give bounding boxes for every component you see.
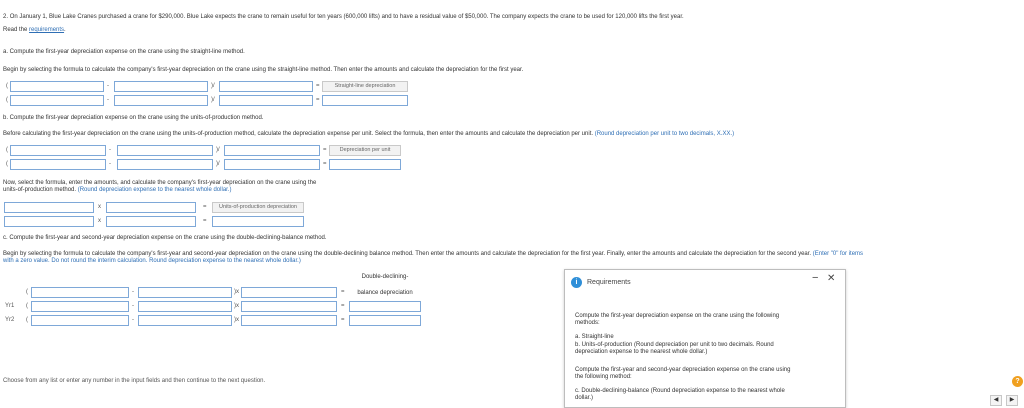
units-of-production-depreciation-amount[interactable] — [212, 216, 304, 227]
requirements-panel — [564, 269, 846, 408]
part-b-rounding-note: (Round depreciation per unit to two decimals, X.XX.) — [594, 131, 735, 137]
units-cost-amount[interactable] — [10, 159, 106, 170]
minus-sign: - — [109, 161, 111, 167]
close-icon[interactable]: ✕ — [827, 273, 836, 284]
requirements-intro-2-line-2: the following method: — [575, 374, 632, 380]
paren-open: ( — [26, 303, 28, 309]
minus-sign: - — [132, 303, 134, 309]
ddb-yr1-cost-input[interactable] — [31, 301, 129, 312]
equals-sign: = — [341, 317, 345, 323]
ddb-formula-accumulated-input[interactable] — [138, 287, 232, 298]
straight-line-residual-input[interactable] — [114, 81, 208, 92]
straight-line-life-amount[interactable] — [219, 95, 313, 106]
paren-open: ( — [26, 317, 28, 323]
paren-open: ( — [26, 289, 28, 295]
straight-line-residual-amount[interactable] — [114, 95, 208, 106]
equals-sign: = — [341, 289, 345, 295]
footer-hint: Choose from any list or enter any number in the input fields and then continue to the next question. — [3, 378, 266, 384]
paren-open: ( — [6, 83, 8, 89]
divide-sign: )/ — [211, 97, 215, 103]
minimize-icon[interactable]: − — [812, 272, 819, 284]
part-b-rounding-note-2: (Round depreciation expense to the nearest whole dollar.) — [77, 187, 232, 193]
straight-line-depreciation-label: Straight-line depreciation — [322, 81, 408, 92]
times-sign: )x — [234, 289, 239, 295]
units-of-production-depreciation-label: Units-of-production depreciation — [212, 202, 304, 213]
equals-sign: = — [323, 147, 327, 153]
question-number: 2. — [3, 14, 9, 20]
units-cost-input[interactable] — [10, 145, 106, 156]
part-a-heading: a. Compute the first-year depreciation expense on the crane using the straight-line method. — [3, 49, 245, 55]
row-yr2-label: Yr2 — [5, 317, 15, 323]
straight-line-cost-input[interactable] — [10, 81, 104, 92]
ddb-formula-rate-input[interactable] — [241, 287, 337, 298]
read-requirements — [3, 27, 66, 33]
ddb-yr2-cost-input[interactable] — [31, 315, 129, 326]
ddb-result-label-line-2: balance depreciation — [357, 290, 413, 296]
units-total-lifts-input[interactable] — [224, 145, 320, 156]
paren-open: ( — [6, 147, 8, 153]
requirements-intro-line-2: methods: — [575, 320, 600, 326]
straight-line-cost-amount[interactable] — [10, 95, 104, 106]
requirement-item-c-line-2: dollar.) — [575, 395, 594, 401]
ddb-formula-cost-input[interactable] — [31, 287, 129, 298]
straight-line-depreciation-amount[interactable] — [322, 95, 408, 106]
units-total-lifts-amount[interactable] — [224, 159, 320, 170]
part-b-instruction-text: Before calculating the first-year depreciation on the crane using the units-of-production method, calculate the depreciation expense per unit. Select the formula, then enter the amounts and calculate the depreciation per unit. — [3, 131, 594, 137]
depreciation-per-unit-amount[interactable] — [329, 159, 401, 170]
part-b-heading: b. Compute the first-year depreciation expense on the crane using the units-of-production method. — [3, 115, 264, 121]
requirement-item-c-line-1: c. Double-declining-balance (Round depreciation expense to the nearest whole — [575, 388, 785, 394]
units-lifts-input[interactable] — [106, 202, 196, 213]
help-icon[interactable]: ? — [1012, 376, 1023, 387]
row-yr1-label: Yr1 — [5, 303, 15, 309]
paren-open: ( — [6, 97, 8, 103]
requirement-item-a: a. Straight-line — [575, 334, 614, 340]
part-c-instruction-text: Begin by selecting the formula to calculate the company's first-year and second-year depreciation on the crane using the double-declining balance method. Then enter the amounts and calculate the depreciation for the first year. Finally, enter the amounts and calculate the depreciation for the second year. — [3, 251, 812, 257]
part-c-note-line-2: with a zero value. Do not round the interim calculation. Round depreciation expense to the nearest whole dollar.) — [3, 258, 301, 264]
units-lifts-amount[interactable] — [106, 216, 196, 227]
paren-open: ( — [6, 161, 8, 167]
minus-sign: - — [107, 83, 109, 89]
next-button[interactable]: ▶ — [1006, 395, 1018, 406]
read-prefix: Read the — [3, 27, 28, 33]
times-sign: x — [98, 218, 101, 224]
ddb-yr1-rate-input[interactable] — [241, 301, 337, 312]
divide-sign: )/ — [216, 161, 220, 167]
requirements-link[interactable]: requirements — [29, 27, 65, 33]
prev-button[interactable]: ◀ — [990, 395, 1002, 406]
divide-sign: )/ — [211, 83, 215, 89]
minus-sign: - — [132, 317, 134, 323]
requirements-title: Requirements — [587, 279, 631, 286]
ddb-yr1-depreciation-input[interactable] — [349, 301, 421, 312]
units-residual-input[interactable] — [117, 145, 213, 156]
straight-line-life-input[interactable] — [219, 81, 313, 92]
part-a-instruction: Begin by selecting the formula to calculate the company's first-year depreciation on the crane using the straight-line method. Then enter the amounts and calculate the depreciation for the first year. — [3, 67, 524, 73]
minus-sign: - — [109, 147, 111, 153]
requirements-intro-2-line-1: Compute the first-year and second-year depreciation expense on the crane using — [575, 367, 791, 373]
divide-sign: )/ — [216, 147, 220, 153]
ddb-yr2-accumulated-input[interactable] — [138, 315, 232, 326]
requirements-intro-line-1: Compute the first-year depreciation expense on the crane using the following — [575, 313, 780, 319]
minus-sign: - — [132, 289, 134, 295]
equals-sign: = — [316, 83, 320, 89]
ddb-yr2-depreciation-input[interactable] — [349, 315, 421, 326]
units-per-unit-input[interactable] — [4, 202, 94, 213]
equals-sign: = — [341, 303, 345, 309]
part-b-instruction — [3, 131, 734, 137]
equals-sign: = — [203, 218, 207, 224]
read-suffix: . — [64, 27, 66, 33]
part-c-note-line-1: (Enter "0" for items — [812, 251, 864, 257]
info-icon: i — [571, 277, 582, 288]
part-c-heading: c. Compute the first-year and second-year depreciation expense on the crane using the double-declining-balance method. — [3, 235, 327, 241]
equals-sign: = — [316, 97, 320, 103]
ddb-result-label-line-1: Double-declining- — [361, 274, 409, 280]
equals-sign: = — [203, 204, 207, 210]
units-residual-amount[interactable] — [117, 159, 213, 170]
part-b-instruction-2-line-2 — [3, 187, 231, 193]
ddb-yr1-accumulated-input[interactable] — [138, 301, 232, 312]
units-per-unit-amount[interactable] — [4, 216, 94, 227]
depreciation-per-unit-label: Depreciation per unit — [329, 145, 401, 156]
requirement-item-b-line-1: b. Units-of-production (Round depreciation per unit to two decimals. Round — [575, 342, 774, 348]
question-body: On January 1, Blue Lake Cranes purchased a crane for $290,000. Blue Lake expects the crane to remain useful for ten years (600,000 lifts) and to have a residual value of $50,000. The company expects the crane to be used for 120,000 lifts the first year. — [9, 14, 684, 20]
times-sign: )x — [234, 317, 239, 323]
ddb-yr2-rate-input[interactable] — [241, 315, 337, 326]
question-text — [3, 14, 684, 20]
times-sign: x — [98, 204, 101, 210]
minus-sign: - — [107, 97, 109, 103]
requirement-item-b-line-2: depreciation expense to the nearest whole dollar.) — [575, 349, 708, 355]
part-b-instruction-2-line-1: Now, select the formula, enter the amounts, and calculate the company's first-year depreciation on the crane using the — [3, 180, 317, 186]
equals-sign: = — [323, 161, 327, 167]
times-sign: )x — [234, 303, 239, 309]
part-b-instruction-2-text: units-of-production method. — [3, 187, 77, 193]
part-c-instruction — [3, 251, 863, 257]
